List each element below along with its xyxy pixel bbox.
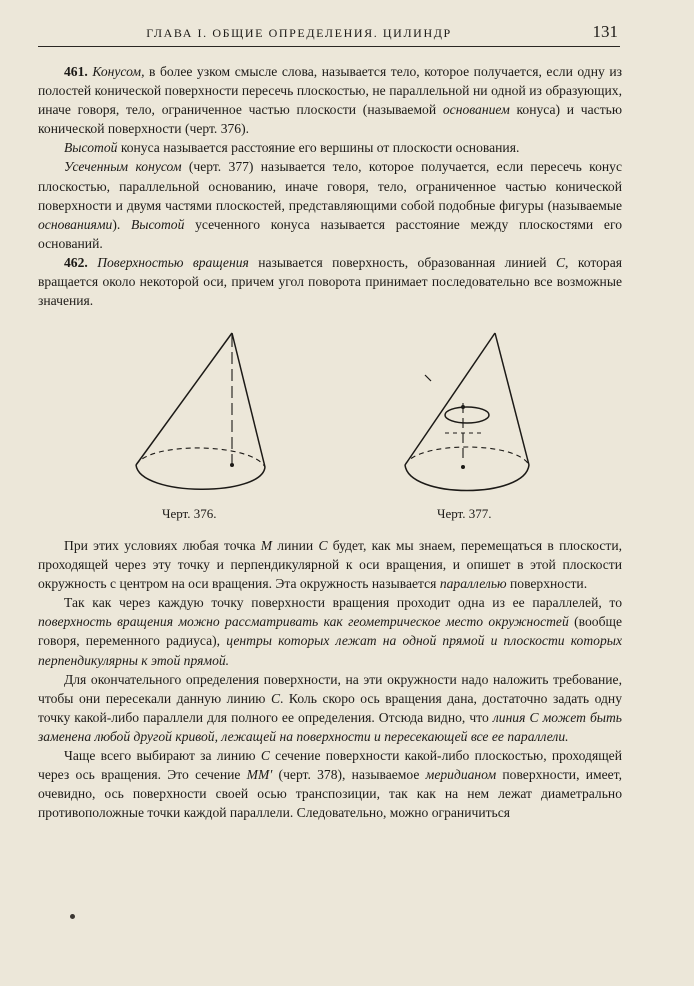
paragraph-frustum (38, 157, 622, 252)
emphasis-replace-curve: линия C может быть заменена любой другой кривой, лежащей на поверхности и пересекающей все ее параллели. (38, 709, 622, 744)
text-span: (вообще говоря, переменного радиуса), (38, 614, 622, 649)
term-frustum: Усеченным конусом (64, 159, 182, 175)
paragraph-461 (38, 62, 622, 138)
term-height: Высотой (64, 140, 118, 156)
term-meridian: меридианом (425, 767, 497, 783)
term-cone: Конусом, (92, 64, 145, 79)
text-span: называется поверхность, образованная линией (248, 254, 556, 270)
text-span: , которая вращается около некоторой оси, причем угол поворота принимает последовательно все возможные значения. (38, 254, 623, 309)
text-span: поверхности. (506, 576, 588, 592)
paragraph-cone-height (38, 138, 622, 157)
text-span: Так как через каждую точку поверхности вращения проходит одна из ее параллелей, то (64, 595, 622, 611)
page-number: 131 (592, 22, 618, 41)
text-block-bottom (38, 536, 622, 822)
text-span: будет, как мы знаем, перемещаться в плоскости, проходящей через эту точку и перпендикулярной к оси вращения, и опишет в этой плоскости окружность с центром на оси вращения. Эта окружность называется (38, 538, 623, 592)
term-bases: основаниями (38, 216, 113, 232)
paragraph-locus (38, 593, 622, 669)
paragraph-462 (38, 253, 622, 310)
emphasis-centers: центры которых лежат на одной прямой и плоскости которых перпендикулярны к этой прямой. (38, 633, 623, 668)
term-frustum-height: Высотой (130, 216, 185, 232)
line-c: C (318, 538, 328, 553)
line-c: C (260, 748, 270, 764)
term-base: основанием (442, 102, 510, 118)
text-span: поверхности, имеет, очевидно, ось поверхности своей осью транспозиции, так как на нем лежат диаметрально противоположные точки каждой параллели. Следовательно, можно ограничиться (38, 767, 622, 821)
text-span: . Коль скоро ось вращения дана, достаточно задать одну точку какой-либо параллели для полного ее определения. Отсюда видно, что (38, 690, 623, 725)
text-span: сечение поверхности какой-либо плоскостью, проходящей через ось вращения. Это сечение (38, 748, 622, 783)
point-m: M (260, 538, 273, 553)
figure-377-caption: Черт. 377. (437, 506, 492, 521)
figure-376-caption: Черт. 376. (162, 506, 217, 521)
text-span: конуса называется расстояние его вершины от плоскости основания. (117, 140, 520, 156)
emphasis-locus: поверхность вращения можно рассматривать как геометрическое место окружностей (38, 614, 569, 630)
text-span: линии (272, 538, 319, 553)
text-span: усеченного конуса называется расстояние между плоскостями его оснований. (38, 216, 622, 251)
term-surface-of-revolution: Поверхностью вращения (97, 254, 249, 270)
term-parallel: параллелью (439, 576, 507, 592)
text-span: (черт. 378), называемое (272, 767, 426, 783)
text-span: ). (112, 216, 131, 232)
figure-376-cone (120, 325, 280, 510)
section-number: 462. (64, 254, 88, 270)
section-mm: MM′ (246, 767, 273, 783)
text-span: Чаще всего выбирают за линию (64, 748, 261, 764)
ink-dot (70, 914, 75, 919)
line-c: C (270, 690, 281, 706)
chapter-title: ГЛАВА I. ОБЩИЕ ОПРЕДЕЛЕНИЯ. ЦИЛИНДР (146, 26, 452, 40)
line-c: C (555, 254, 566, 270)
text-span: (черт. 377) называется тело, которое получается, если пересечь конус плоскостью, параллельной основанию, иначе говоря, тело, ограниченное частью конической поверхности и двумя частями плоскостей, представляющими собой подобные фигуры (называемые (38, 159, 622, 213)
running-header (38, 22, 620, 47)
paragraph-meridian (38, 746, 622, 822)
text-span: конуса) и частью конической поверхности (черт. 376). (38, 102, 623, 137)
figure-377-frustum (395, 325, 545, 510)
paragraph-definition (38, 670, 622, 746)
text-span: в более узком смысле слова, называется тело, которое получается, если одну из полостей конической поверхности пересечь плоскостью, не параллельной ни одной из образующих, иначе говоря, тело, ограниченное частью плоскости (называемой (38, 64, 622, 118)
text-span: Для окончательного определения поверхности, на эти окружности надо наложить требование, чтобы они пересекали данную линию (38, 671, 622, 706)
text-block-top (38, 62, 622, 310)
section-number: 461. (64, 64, 88, 79)
paragraph-parallel (38, 536, 622, 593)
text-span: При этих условиях любая точка (64, 538, 261, 553)
